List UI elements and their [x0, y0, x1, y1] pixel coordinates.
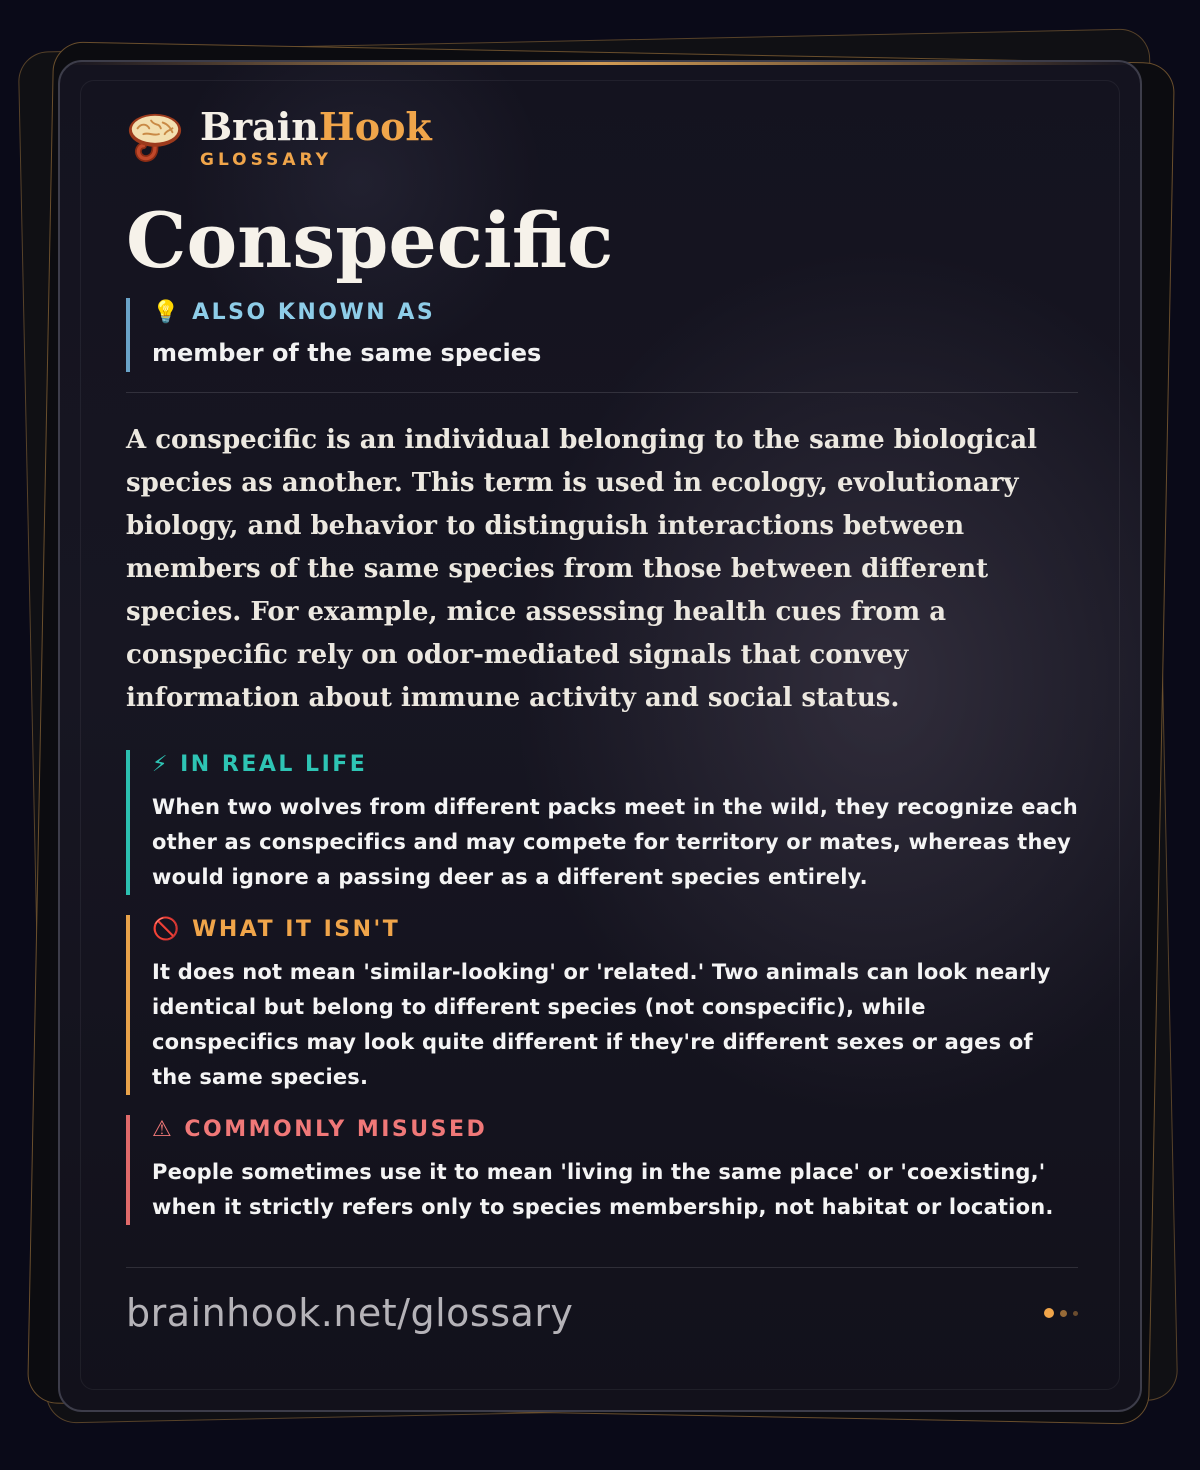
brand-header [126, 102, 1078, 174]
card-content [126, 102, 1078, 1358]
term-title: Conspecific [126, 196, 614, 285]
definition-text: A conspecific is an individual belonging to the same biological species as another. This term is used in ecology, evolutionary biology, and behavior to distinguish interactions between members of the same species from those between different species. For example, mice assessing health cues from a conspecific rely on odor-mediated signals that convey information about immune activity and social status. [126, 425, 1037, 713]
also-known-as-block [126, 298, 1078, 372]
section-heading [152, 915, 1078, 945]
glossary-card [58, 60, 1142, 1412]
brand-name-part2: Hook [318, 104, 432, 149]
warning-icon: ⚠ [152, 1117, 175, 1142]
footer [126, 1268, 1078, 1358]
lightbulb-icon: 💡 [152, 300, 182, 325]
section-heading-label: IN REAL LIFE [180, 752, 368, 777]
brand-subtitle: GLOSSARY [200, 150, 332, 170]
also-known-as-value: member of the same species [152, 339, 542, 367]
brand-text [200, 106, 432, 170]
section-commonly-misused [126, 1115, 1078, 1225]
section-heading-label: COMMONLY MISUSED [184, 1117, 488, 1142]
section-heading-label: WHAT IT ISN'T [192, 917, 401, 942]
dot-icon [1073, 1311, 1078, 1316]
lightning-icon: ⚡ [152, 752, 170, 777]
footer-url-link[interactable]: brainhook.net/glossary [126, 1291, 574, 1335]
section-in-real-life [126, 750, 1078, 895]
dot-icon [1060, 1310, 1067, 1317]
dot-icon [1044, 1308, 1054, 1318]
also-known-as-label: ALSO KNOWN AS [192, 300, 436, 325]
divider [126, 392, 1078, 393]
section-heading [152, 750, 1078, 780]
pagination-dots [1044, 1308, 1078, 1318]
section-heading [152, 1115, 1078, 1145]
brain-hook-icon [126, 109, 184, 167]
also-known-as-heading [152, 298, 1078, 328]
section-what-it-isnt [126, 915, 1078, 1095]
section-body: People sometimes use it to mean 'living in the same place' or 'coexisting,' when it strictly refers only to species membership, not habitat or location. [152, 1160, 1054, 1219]
brand-name-part1: Brain [200, 104, 319, 149]
brand-name [200, 106, 432, 148]
section-body: It does not mean 'similar-looking' or 'related.' Two animals can look nearly identical but belong to different species (not conspecific), while conspecifics may look quite different if they're different sexes or ages of the same species. [152, 960, 1051, 1089]
section-body: When two wolves from different packs meet in the wild, they recognize each other as conspecifics and may compete for territory or mates, whereas they would ignore a passing deer as a different species entirely. [152, 795, 1078, 889]
no-entry-icon: 🚫 [152, 917, 182, 942]
